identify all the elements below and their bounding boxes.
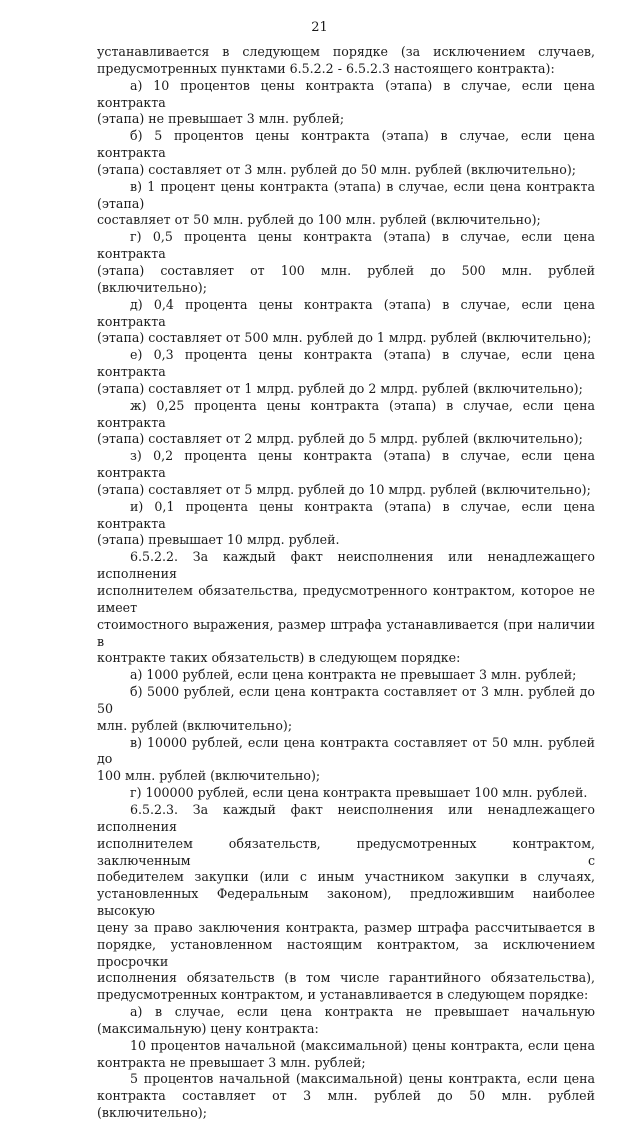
text-line: предусмотренных пунктами 6.5.2.2 - 6.5.2.3 настоящего контракта): xyxy=(97,60,555,76)
document-body xyxy=(97,44,595,1122)
text-line: (этапа) превышает 10 млрд. рублей. xyxy=(97,532,340,548)
text-line: предусмотренных контрактом, и устанавливается в следующем порядке: xyxy=(97,987,589,1003)
text-line: порядке, установленном настоящим контрактом, за исключением просрочки xyxy=(97,936,595,969)
text-line: в) 10000 рублей, если цена контракта составляет от 50 млн. рублей до xyxy=(97,734,595,767)
text-line: (этапа) составляет от 5 млрд. рублей до 10 млрд. рублей (включительно); xyxy=(97,481,591,497)
text-line: исполнителем обязательств, предусмотренных контрактом, заключенным с xyxy=(97,835,595,868)
text-line: (этапа) составляет от 1 млрд. рублей до 2 млрд. рублей (включительно); xyxy=(97,380,583,396)
text-line: цену за право заключения контракта, размер штрафа рассчитывается в xyxy=(97,919,595,935)
text-line: з) 0,2 процента цены контракта (этапа) в случае, если цена контракта xyxy=(97,448,595,481)
text-line: в) 1 процент цены контракта (этапа) в случае, если цена контракта (этапа) xyxy=(97,178,595,211)
text-line: 6.5.2.2. За каждый факт неисполнения или ненадлежащего исполнения xyxy=(97,549,595,582)
text-line: 100 млн. рублей (включительно); xyxy=(97,768,321,784)
text-line: исполнения обязательств (в том числе гарантийного обязательства), xyxy=(97,970,595,986)
text-line: контракта составляет от 3 млн. рублей до 50 млн. рублей (включительно); xyxy=(97,1088,595,1121)
text-line: (этапа) составляет от 2 млрд. рублей до 5 млрд. рублей (включительно); xyxy=(97,431,583,447)
text-line: а) 1000 рублей, если цена контракта не превышает 3 млн. рублей; xyxy=(130,667,577,683)
page-number: 21 xyxy=(311,20,328,35)
text-line: (этапа) составляет от 100 млн. рублей до 500 млн. рублей (включительно); xyxy=(97,262,595,295)
text-line: и) 0,1 процента цены контракта (этапа) в случае, если цена контракта xyxy=(97,498,595,531)
text-line: исполнителем обязательства, предусмотренного контрактом, которое не имеет xyxy=(97,583,595,615)
text-line: а) в случае, если цена контракта не превышает начальную xyxy=(130,1004,595,1020)
text-line: б) 5 процентов цены контракта (этапа) в случае, если цена контракта xyxy=(97,128,595,161)
text-line: млн. рублей (включительно); xyxy=(97,717,293,733)
text-line: контракта не превышает 3 млн. рублей; xyxy=(97,1054,366,1070)
text-line: ж) 0,25 процента цены контракта (этапа) в случае, если цена контракта xyxy=(97,397,595,430)
text-line: г) 0,5 процента цены контракта (этапа) в случае, если цена контракта xyxy=(97,229,595,262)
text-line: составляет от 50 млн. рублей до 100 млн. рублей (включительно); xyxy=(97,212,541,228)
text-line: (этапа) не превышает 3 млн. рублей; xyxy=(97,111,345,127)
text-line: д) 0,4 процента цены контракта (этапа) в случае, если цена контракта xyxy=(97,296,595,329)
text-line: установленных Федеральным законом), предложившим наиболее высокую xyxy=(97,886,595,919)
text-line: а) 10 процентов цены контракта (этапа) в случае, если цена контракта xyxy=(97,77,595,110)
text-line: контракте таких обязательств) в следующем порядке: xyxy=(97,650,461,666)
text-line: 5 процентов начальной (максимальной) цены контракта, если цена xyxy=(130,1071,595,1087)
text-line: победителем закупки (или с иным участником закупки в случаях, xyxy=(97,869,595,885)
text-line: 6.5.2.3. За каждый факт неисполнения или ненадлежащего исполнения xyxy=(97,801,595,834)
text-line: г) 100000 рублей, если цена контракта превышает 100 млн. рублей. xyxy=(130,785,588,801)
text-line: стоимостного выражения, размер штрафа устанавливается (при наличии в xyxy=(97,616,595,649)
text-line: 10 процентов начальной (максимальной) цены контракта, если цена xyxy=(130,1037,595,1053)
text-line: (максимальную) цену контракта: xyxy=(97,1020,319,1036)
text-line: е) 0,3 процента цены контракта (этапа) в случае, если цена контракта xyxy=(97,347,595,380)
text-line: устанавливается в следующем порядке (за исключением случаев, xyxy=(97,44,595,59)
text-line: б) 5000 рублей, если цена контракта составляет от 3 млн. рублей до 50 xyxy=(97,684,595,716)
text-line: (этапа) составляет от 500 млн. рублей до 1 млрд. рублей (включительно); xyxy=(97,330,592,346)
text-line: (этапа) составляет от 3 млн. рублей до 50 млн. рублей (включительно); xyxy=(97,161,576,177)
